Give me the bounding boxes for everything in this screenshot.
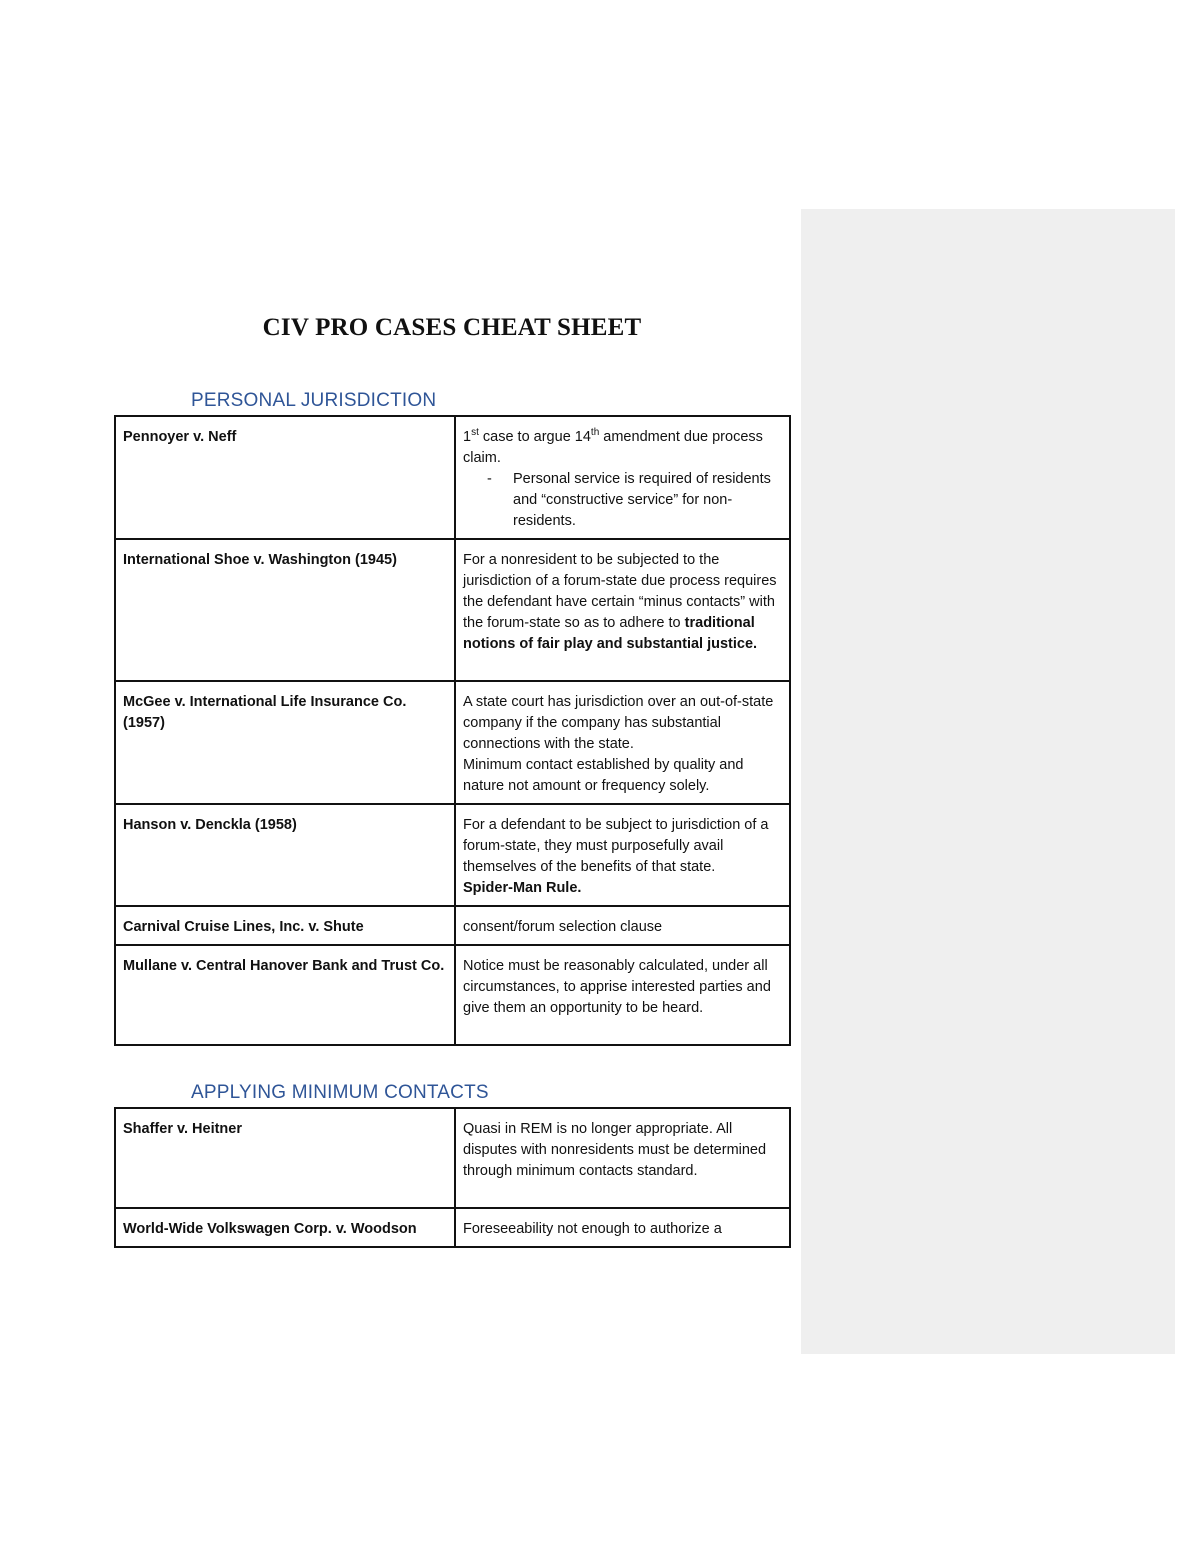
holding-text: amendment due process claim. (463, 429, 763, 466)
case-name-cell: Shaffer v. Heitner (115, 1108, 455, 1208)
table-row (115, 681, 790, 804)
table-row (115, 906, 790, 945)
case-holding-cell (455, 681, 790, 804)
case-holding-cell: Foreseeability not enough to authorize a (455, 1208, 790, 1247)
bullet-text: Personal service is required of residents and “constructive service” for non-residents. (513, 471, 771, 529)
holding-text: For a defendant to be subject to jurisdiction of a forum-state, they must purposefully avail themselves of the benefits of that state. (463, 817, 769, 875)
holding-text: 1 (463, 429, 472, 445)
case-holding-cell: Notice must be reasonably calculated, under all circumstances, to apprise interested parties and give them an opportunity to be heard. (455, 945, 790, 1045)
case-name-cell: Mullane v. Central Hanover Bank and Trust Co. (115, 945, 455, 1045)
table-row (115, 804, 790, 906)
case-name-cell: Carnival Cruise Lines, Inc. v. Shute (115, 906, 455, 945)
bullet-list (463, 469, 781, 532)
holding-text: case to argue 14 (478, 429, 591, 445)
table-row (115, 1108, 790, 1208)
case-holding-cell (455, 416, 790, 539)
case-holding-cell: Quasi in REM is no longer appropriate. All disputes with nonresidents must be determined through minimum contacts standard. (455, 1108, 790, 1208)
case-name-cell: Hanson v. Denckla (1958) (115, 804, 455, 906)
ordinal-suffix: th (590, 427, 600, 439)
holding-text: For a nonresident to be subjected to the jurisdiction of a forum-state due process requires the defendant have certain “minus contacts” with the forum-state so as to adhere to (463, 552, 777, 631)
dash-bullet: - (487, 471, 492, 487)
comments-pane (801, 209, 1175, 1354)
holding-emphasis: traditional notions of fair play and substantial justice. (463, 615, 758, 652)
table-row (115, 539, 790, 681)
table-row (115, 416, 790, 539)
personal-jurisdiction-table (114, 415, 791, 1046)
holding-text: Minimum contact established by quality and nature not amount or frequency solely. (463, 757, 744, 794)
case-holding-cell: consent/forum selection clause (455, 906, 790, 945)
table-row (115, 1208, 790, 1247)
list-item (463, 469, 781, 532)
holding-text: A state court has jurisdiction over an out-of-state company if the company has substantial connections with the state. (463, 694, 774, 752)
document-title: CIV PRO CASES CHEAT SHEET (262, 314, 642, 341)
section-heading-applying-minimum-contacts: APPLYING MINIMUM CONTACTS (191, 1082, 489, 1103)
case-name-cell: Pennoyer v. Neff (115, 416, 455, 539)
case-holding-cell (455, 539, 790, 681)
case-name-cell: International Shoe v. Washington (1945) (115, 539, 455, 681)
ordinal-suffix: st (471, 427, 479, 439)
case-name-cell: World-Wide Volkswagen Corp. v. Woodson (115, 1208, 455, 1247)
section-heading-personal-jurisdiction: PERSONAL JURISDICTION (191, 390, 437, 411)
case-holding-cell (455, 804, 790, 906)
minimum-contacts-table (114, 1107, 791, 1248)
case-name-cell: McGee v. International Life Insurance Co. (1957) (115, 681, 455, 804)
holding-emphasis: Spider-Man Rule. (463, 880, 582, 896)
table-row (115, 945, 790, 1045)
